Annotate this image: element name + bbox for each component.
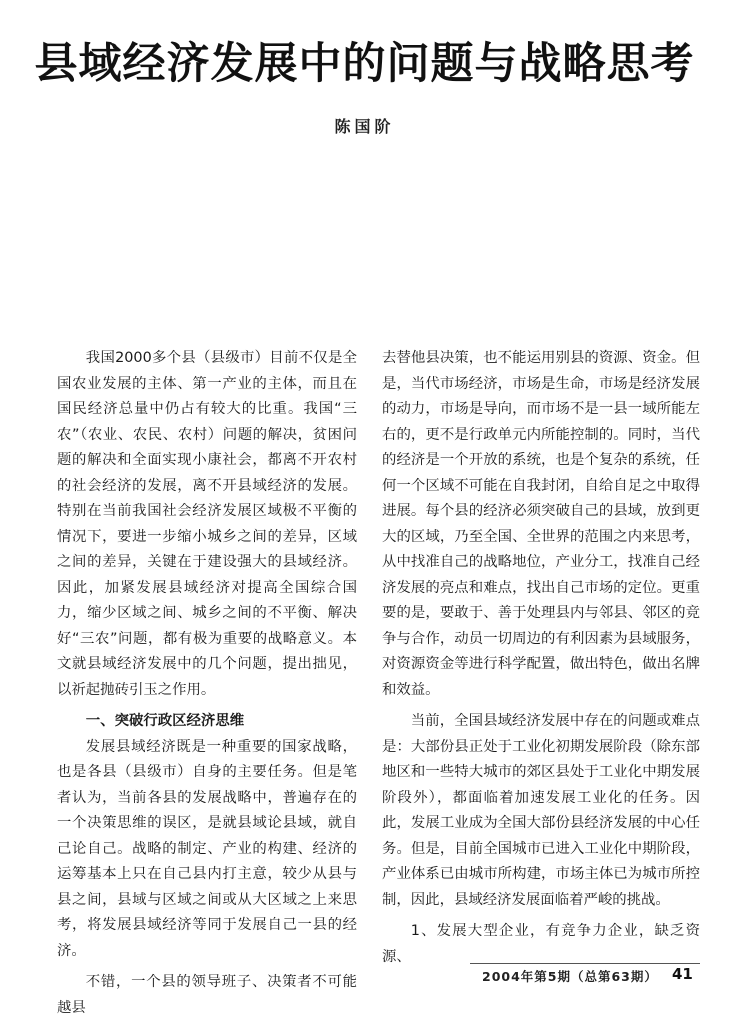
paragraph: 不错，一个县的领导班子、决策者不可能越县 xyxy=(57,974,357,1016)
left-column xyxy=(57,346,357,1021)
paragraph: 去替他县决策，也不能运用别县的资源、资金。但是，当代市场经济，市场是生命，市场是经济发展的动力，市场是导向，而市场不是一县一域所能左右的，更不是行政单元内所能控制的。同时，当代的经济是一个开放的系统，也是个复杂的系统，任何一个区域不可能在自我封闭，自给自足之中取得进展。每个县的经济必须突破自己的县域，放到更大的区域，乃至全国、全世界的范围之内来思考，从中找准自己的战略地位，产业分工，找准自己经济发展的亮点和难点，找出自己市场的定位。更重要的是，要敢于、善于处理县内与邻县、邻区的竞争与合作，动员一切周边的有利因素为县域服务，对资源资金等进行科学配置，做出特色，做出名牌和效益。 xyxy=(382,350,700,698)
page-footer xyxy=(0,963,729,987)
footer-divider xyxy=(470,963,700,964)
issue-info: 2004年第5期（总第63期） xyxy=(482,969,658,984)
paragraph: 我国2000多个县（县级市）目前不仅是全国农业发展的主体、第一产业的主体，而且在国民经济总量中仍占有较大的比重。我国“三农”（农业、农民、农村）问题的解决，贫困问题的解决和全面实现小康社会，都离不开农村的社会经济的发展，离不开县域经济的发展。特别在当前我国社会经济发展区域极不平衡的情况下，要进一步缩小城乡之间的差异，区域之间的差异，关键在于建设强大的县域经济。因此，加紧发展县域经济对提高全国综合国力，缩少区域之间、城乡之间的不平衡、解决好“三农”问题，都有极为重要的战略意义。本文就县域经济发展中的几个问题，提出拙见，以祈起抛砖引玉之作用。 xyxy=(57,350,357,698)
page-number: 41 xyxy=(672,965,693,983)
paragraph: 当前，全国县域经济发展中存在的问题或难点是：大部份县正处于工业化初期发展阶段（除东部地区和一些特大城市的郊区县处于工业化中期发展阶段外），都面临着加速发展工业化的任务。因此，发展工业成为全国大部份县经济发展的中心任务。但是，目前全国城市已进入工业化中期阶段，产业体系已由城市所构建，市场主体已为城市所控制，因此，县域经济发展面临着严峻的挑战。 xyxy=(382,713,700,908)
right-column xyxy=(382,346,700,970)
article-author: 陈国阶 xyxy=(334,117,395,136)
paragraph: 1、发展大型企业，有竞争力企业，缺乏资源、 xyxy=(382,923,700,965)
section-heading: 一、突破行政区经济思维 xyxy=(85,713,245,729)
article-title: 县域经济发展中的问题与战略思考 xyxy=(34,39,695,89)
paragraph: 发展县域经济既是一种重要的国家战略，也是各县（县级市）自身的主要任务。但是笔者认为，当前各县的发展战略中，普遍存在的一个决策思维的误区，是就县域论县域，就自己论自己。战略的制定、产业的构建、经济的运筹基本上只在自己县内打主意，较少从县与县之间，县域与区域之间或从大区域之上来思考，将发展县域经济等同于发展自己一县的经济。 xyxy=(57,738,357,959)
